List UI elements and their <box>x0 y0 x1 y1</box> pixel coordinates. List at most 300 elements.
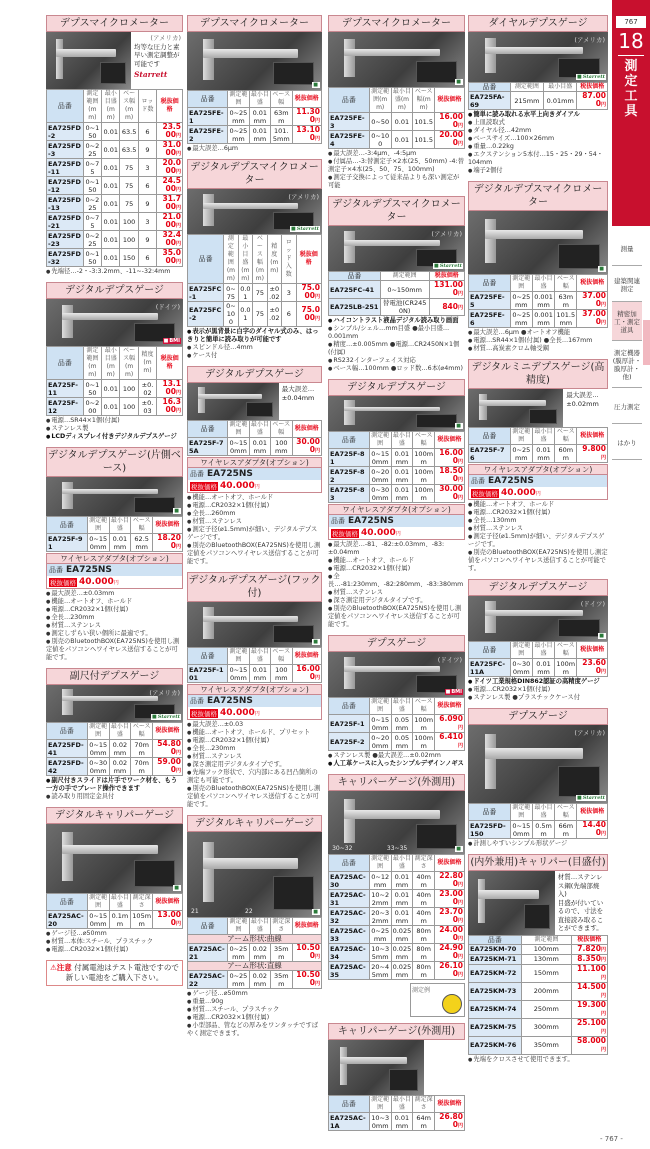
yen-unit: 円 <box>457 882 463 888</box>
yen-unit: 円 <box>314 954 320 960</box>
spec-table <box>468 427 608 463</box>
wireless-part-number: EA725NS <box>488 476 534 486</box>
price-value: 26.800 <box>439 1112 463 1129</box>
yen-unit: 円 <box>457 304 463 311</box>
note-item: ● 全長…230mm <box>46 614 183 622</box>
section-title: デプスマイクロメーター <box>46 15 183 32</box>
tool-shape <box>344 39 355 78</box>
spec-notes <box>328 541 465 629</box>
price-cell <box>435 872 465 890</box>
yen-unit: 円 <box>600 1028 606 1035</box>
page-column <box>468 15 608 1064</box>
header-cell: 測定範囲(mm) <box>83 347 101 380</box>
note-item: ● ステンレス製 ●最大誤差…±0.02mm <box>328 752 465 760</box>
part-number: EA725F-12 <box>47 398 84 416</box>
product-image-row <box>187 832 322 917</box>
yen-unit: 円 <box>600 1046 606 1053</box>
spec-cell: 0.01mm <box>391 890 413 908</box>
header-part-number: 品番 <box>47 347 84 380</box>
section-title: デジタルデプスゲージ(片側ベース) <box>46 447 183 477</box>
part-number: EA725FE-5 <box>469 292 511 310</box>
header-part-number: 品番 <box>469 642 511 659</box>
price-value: 26.100 <box>439 961 463 978</box>
table-header-row <box>469 804 608 821</box>
table-header-row <box>188 235 322 284</box>
price-value: 87.000 <box>582 91 606 108</box>
yen-unit: 円 <box>254 483 260 490</box>
part-number: EA725FD-42 <box>47 758 88 776</box>
header-cell: 測定範囲 <box>229 91 248 106</box>
part-number: EA725KM-70 <box>469 944 522 954</box>
note-item: ● 材質…ステンレス <box>187 518 322 526</box>
header-part-number: 品番 <box>188 918 228 935</box>
price-value: 20.000 <box>439 130 463 147</box>
spec-cell: 62.5mm <box>131 534 153 552</box>
spec-notes <box>328 752 465 768</box>
spec-cell: 100 <box>120 213 138 231</box>
table-row <box>469 445 608 463</box>
spec-table <box>328 271 465 316</box>
spec-cell: 0~150 <box>83 249 101 267</box>
product-photo <box>468 211 608 274</box>
spec-cell: 0.01mm <box>249 665 270 683</box>
price-value: 11.300 <box>296 107 320 124</box>
note-item: ● 電源…SR44×1個(付属) ●全長…167mm <box>468 337 608 345</box>
product-section <box>187 366 322 566</box>
part-number: EA725FE-1 <box>188 108 228 126</box>
table-header-row <box>469 642 608 659</box>
country-of-origin: (アメリカ) <box>574 36 605 44</box>
starrett-logo: ■ Starrett <box>576 795 606 801</box>
spec-cell: 0~150mm <box>371 715 390 732</box>
product-section <box>328 635 465 768</box>
spec-table <box>46 346 183 416</box>
table-row <box>329 890 465 908</box>
table-header-row <box>47 347 183 380</box>
spec-cell: 0~25mm <box>229 944 248 961</box>
price-value: 23.600 <box>582 658 606 675</box>
header-cell: 最小目盛 <box>392 432 411 447</box>
maker-logo <box>173 885 181 891</box>
spec-cell: 0.05mm <box>391 733 413 751</box>
table-row <box>329 467 465 485</box>
note-item: ● 全長…-81:230mm、-82:280mm、-83:380mm <box>328 573 465 589</box>
header-part-number: 品番 <box>469 935 522 944</box>
price-cell <box>435 962 465 980</box>
table-row <box>47 123 183 141</box>
table-row <box>329 908 465 926</box>
nav-item-3[interactable]: 精密加工・測定道具 <box>612 302 642 341</box>
spec-cell: 10~35mm <box>371 944 390 961</box>
spec-cell: 100 <box>120 231 138 249</box>
note-item: ● 電源…CR2032×1個(付属) <box>46 606 183 614</box>
section-title: 副尺付デプスゲージ <box>46 668 183 685</box>
tool-shape <box>62 832 73 880</box>
tool-shape <box>485 610 583 616</box>
caution-banner <box>46 960 183 986</box>
table-row <box>329 281 465 299</box>
spec-cell: 0.1mm <box>109 911 131 929</box>
part-number: EA725FA-69 <box>469 92 511 110</box>
header-cell: 測定範囲 <box>510 428 532 445</box>
yen-unit: 円 <box>457 918 463 924</box>
spec-notes <box>328 150 465 190</box>
table-row <box>47 398 183 416</box>
table-row <box>469 659 608 677</box>
spec-cell: 0.01 <box>102 249 120 267</box>
price-cell <box>577 292 608 310</box>
note-item: ● 別売のBluetoothBOX(EA725NS)を使用し測定値をパソコンへワイヤレス送信することが可能です。 <box>46 638 183 662</box>
part-number: EA725FC-1 <box>188 284 224 302</box>
header-part-number: 品番 <box>469 804 511 821</box>
price-value: 16.300 <box>162 397 181 414</box>
yen-unit: 円 <box>314 294 320 300</box>
spec-cell: 9 <box>138 141 156 159</box>
price-value: 24.500 <box>162 176 181 193</box>
part-number: EA725F-101 <box>188 665 228 683</box>
spec-cell: 0~150mm <box>229 665 248 682</box>
yen-unit: 円 <box>457 1123 463 1129</box>
wireless-adapter-row <box>328 515 465 540</box>
product-photo <box>46 299 183 346</box>
wireless-adapter-option <box>187 457 322 493</box>
yen-unit: 円 <box>175 241 181 247</box>
price-label: 税抜価格 <box>472 489 498 498</box>
case-shape <box>246 402 274 417</box>
spec-table <box>187 420 322 456</box>
table-row <box>329 926 465 944</box>
product-photo <box>328 791 465 854</box>
spec-cell: 0.01mm <box>249 126 270 144</box>
product-section <box>328 379 465 629</box>
yen-unit: 円 <box>457 900 463 906</box>
image-side-text <box>279 383 322 420</box>
wireless-adapter-label: ワイヤレスアダプタ(オプション) <box>187 457 322 468</box>
yen-unit: 円 <box>254 710 260 717</box>
wireless-part <box>329 515 464 527</box>
price-value: 23.700 <box>439 907 463 924</box>
header-cell: ベース幅(mm) <box>253 235 267 284</box>
table-header-row <box>188 91 322 108</box>
tool-shape <box>344 49 440 57</box>
note-item: ● 精度…±0.005mm ●電源…CR2450N×1個(付属) <box>328 341 465 357</box>
header-cell: ベース幅 <box>272 648 291 663</box>
section-title: デジタルキャリパーゲージ <box>46 807 183 824</box>
price-cell <box>153 534 183 552</box>
header-cell: 最小目盛 <box>110 894 129 909</box>
table-row <box>469 310 608 328</box>
note-item: ● 電源…SR44×1個(付属) <box>46 417 183 425</box>
yen-unit: 円 <box>600 1010 606 1017</box>
price-label: 税抜価格 <box>191 709 217 718</box>
table-row <box>469 292 608 310</box>
spec-cell: 40mm <box>413 890 435 908</box>
table-row <box>47 911 183 929</box>
note-item: ● 電源…CR2032×1個(付属) <box>468 509 608 517</box>
section-title: デジタルデプスマイクロメーター <box>468 181 608 211</box>
spec-cell: 35mm <box>271 971 292 989</box>
table-row <box>47 758 183 776</box>
price-value: 14.400 <box>582 820 606 837</box>
price-cell <box>577 445 608 463</box>
header-cell: 最小目盛 <box>532 428 554 445</box>
table-row <box>47 195 183 213</box>
price-cell <box>571 954 607 964</box>
section-title: デプスゲージ <box>468 708 608 725</box>
header-part-number: 品番 <box>329 1096 370 1113</box>
table-row <box>329 1113 465 1131</box>
yen-unit: 円 <box>175 259 181 265</box>
tool-shape <box>203 842 214 902</box>
spec-cell: 101.5 <box>413 131 435 149</box>
yen-unit: 円 <box>600 102 606 108</box>
table-row <box>47 177 183 195</box>
yen-unit: 円 <box>314 675 320 681</box>
wireless-price-value: 40.000 <box>361 528 396 538</box>
header-cell: 測定範囲 <box>510 804 532 821</box>
header-cell: 最小目盛 <box>250 648 269 663</box>
part-number: EA725FE-4 <box>329 131 370 149</box>
product-section <box>468 854 608 1064</box>
price-value: 23.000 <box>439 889 463 906</box>
spec-table <box>328 697 465 751</box>
product-section <box>46 15 183 276</box>
nav-item-5[interactable]: 圧力測定 <box>612 388 642 424</box>
page-footer: - 767 - <box>600 1135 623 1143</box>
yen-unit: 円 <box>457 972 463 978</box>
header-cell: 最小目盛(mm) <box>102 347 120 380</box>
spec-cell: 70mm <box>131 740 153 758</box>
page-number-box: 767 <box>616 16 646 28</box>
case-shape <box>100 62 125 85</box>
header-cell: 測定範囲 <box>371 855 390 870</box>
maker-logo <box>312 82 320 88</box>
spec-cell: 0~150mm <box>89 534 108 551</box>
spec-table <box>468 641 608 677</box>
note-item: ● ダイヤル径…42mm <box>468 127 608 135</box>
wireless-part-number: EA725NS <box>207 469 253 479</box>
yen-unit: 円 <box>395 530 401 537</box>
product-image-row <box>468 725 608 803</box>
spec-notes <box>187 721 322 809</box>
spec-cell: 0.01 <box>238 284 252 302</box>
header-cell: ベース幅(mm) <box>120 347 138 380</box>
table-row <box>47 141 183 159</box>
part-number: EA725FD-2 <box>47 123 84 141</box>
part-label: 品番 <box>190 697 204 705</box>
spec-cell: 0.025mm <box>392 944 412 961</box>
header-cell: ロッド入数 <box>282 235 296 284</box>
price-cell <box>429 299 464 316</box>
spec-cell: 6 <box>138 123 156 141</box>
note-item: ● 簡単に読み取れる水平上向きダイアル <box>468 111 608 119</box>
product-photo <box>468 596 608 641</box>
image-label: 33~35 <box>386 845 408 852</box>
table-header-row <box>47 894 183 911</box>
header-price: 税抜価格 <box>435 432 465 449</box>
table-row <box>469 1036 608 1054</box>
header-price: 税抜価格 <box>296 235 321 284</box>
spec-notes <box>468 1056 608 1064</box>
product-image-row <box>328 1040 465 1095</box>
part-number: EA725F-75A <box>188 438 228 456</box>
tool-shape <box>485 219 496 263</box>
yen-unit: 円 <box>457 743 463 749</box>
spec-cell: 0.01 <box>102 141 120 159</box>
spec-cell: 0~75 <box>83 213 101 231</box>
spec-cell: 100mm <box>414 467 434 484</box>
section-title: デジタルキャリパーゲージ <box>187 815 322 832</box>
note-item: ● 電源…CR2032×1個(付属) <box>46 946 183 954</box>
note-item: ● 材質…スチール、プラスチック <box>187 1006 322 1014</box>
price-cell <box>292 971 322 989</box>
product-image-row <box>328 791 465 854</box>
bmi-logo: ■ BMI <box>163 338 181 344</box>
spec-cell: 0.025mm <box>392 926 412 943</box>
spec-cell: 0~200 <box>83 398 101 416</box>
product-image-row <box>46 299 183 346</box>
part-number: EA725F-91 <box>47 534 88 552</box>
spec-cell: 0.01mm <box>532 445 554 463</box>
image-label: 30~32 <box>332 845 353 852</box>
tool-shape <box>62 696 158 701</box>
image-side-text <box>563 389 608 427</box>
yen-unit: 円 <box>457 141 463 147</box>
part-number: EA725F-2 <box>329 733 370 751</box>
price-cell <box>577 92 608 110</box>
spec-cell: 0.01mm <box>249 438 270 456</box>
nav-item-2[interactable]: 建築関連測定 <box>612 266 642 302</box>
table-row <box>469 92 608 110</box>
spec-cell: 0.05mm <box>391 715 413 733</box>
note-item: ● 最大誤差…6μm ●オートオフ機能 <box>468 329 608 337</box>
header-cell: 最小目盛 <box>392 855 411 870</box>
price-value: 20.000 <box>162 158 181 175</box>
tool-shape <box>62 305 73 338</box>
header-cell: 最小目盛 <box>532 642 554 659</box>
nav-item-4[interactable]: 測定機器(膜厚計・膜厚計・他) <box>612 341 642 388</box>
spec-notes <box>468 678 608 702</box>
spec-cell: 75 <box>120 159 138 177</box>
header-cell: 測定範囲 <box>229 648 248 663</box>
price-cell <box>577 310 608 328</box>
section-title: デジタルデプスゲージ <box>328 379 465 396</box>
yen-unit: 円 <box>457 954 463 960</box>
price-value: 10.500 <box>296 970 320 987</box>
spec-cell: 66mm <box>555 821 577 839</box>
product-image-row <box>46 477 183 516</box>
section-title: キャリパーゲージ(外測用) <box>328 1023 465 1040</box>
product-section <box>46 282 183 441</box>
section-title: デジタルデプスゲージ <box>468 579 608 596</box>
divider <box>618 55 644 56</box>
spec-cell: 100mm <box>414 485 434 502</box>
note-item: ● 機能…オートオフ、ホールド <box>468 501 608 509</box>
price-cell <box>157 231 183 249</box>
tool-shape <box>340 1057 407 1065</box>
part-number: EA725AC-20 <box>47 911 88 929</box>
table-row <box>188 126 322 144</box>
table-header-row <box>47 90 183 123</box>
spec-cell: 100mm <box>521 944 571 954</box>
side-note: 最大誤差…±0.04mm <box>281 385 315 402</box>
header-price: 税抜価格 <box>435 855 465 872</box>
note-item: ● 最大誤差…±0.03mm <box>46 590 183 598</box>
price-cell <box>435 113 465 131</box>
spec-notes <box>468 111 608 175</box>
tool-shape <box>478 879 485 923</box>
tool-shape <box>340 1047 348 1086</box>
header-cell: 精度(mm) <box>267 235 281 284</box>
note-item: ● RS232インターフェイス対応 <box>328 357 465 365</box>
spec-cell: 3 <box>138 159 156 177</box>
part-number: EA725FD-13 <box>47 195 84 213</box>
tool-shape <box>56 39 63 79</box>
spec-notes <box>187 494 322 566</box>
yen-unit: 円 <box>457 459 463 465</box>
price-cell <box>157 213 183 231</box>
product-section <box>46 668 183 801</box>
note-item: ● ステンレス製 ●プラスチックケース付 <box>468 694 608 702</box>
starrett-logo: ■ Starrett <box>433 263 463 269</box>
tool-shape <box>203 858 298 870</box>
header-cell: 精度(mm) <box>138 347 156 380</box>
spec-cell: 100mm <box>271 665 292 683</box>
wireless-price-value: 40.000 <box>220 708 255 718</box>
price-cell <box>435 485 465 503</box>
wireless-price <box>188 480 321 492</box>
yen-unit: 円 <box>175 205 181 211</box>
header-price: 税抜価格 <box>435 1096 465 1113</box>
spec-table <box>46 722 183 776</box>
spec-table <box>468 935 608 1055</box>
note-item: ● 電源…CR2032×1個(付属) <box>328 565 465 573</box>
part-number: EA725AC-22 <box>188 971 228 989</box>
note-item: ● 最大誤差…±0.03 <box>187 721 322 729</box>
note-item: ● 最大誤差…-81、-82:±0.03mm、-83:±0.04mm <box>328 541 465 557</box>
note-item: ● 深さ測定用デジタルタイプです。 <box>328 597 465 605</box>
yen-unit: 円 <box>600 302 606 308</box>
header-cell: 測定範囲(mm) <box>83 90 101 123</box>
side-note: 材質…ステンレス鋼(先端部焼入) <box>557 873 603 898</box>
spec-cell: 100mm <box>414 449 434 466</box>
spec-cell: 0~100 <box>224 302 238 327</box>
spec-notes <box>187 990 322 1038</box>
table-header-row <box>188 421 322 438</box>
spec-cell: 0~150mm <box>229 438 248 455</box>
nav-item-1[interactable]: 測量 <box>612 230 642 266</box>
table-row <box>47 159 183 177</box>
spec-table <box>187 917 322 989</box>
price-cell <box>435 1113 465 1131</box>
header-part-number: 品番 <box>47 723 88 740</box>
product-photo <box>328 396 465 431</box>
note-item: ● 測定子交換によって従来品よりも深い測定が可能 <box>328 174 465 190</box>
header-part-number: 品番 <box>329 698 370 715</box>
spec-cell: 0.001mm <box>534 310 553 327</box>
nav-item-6[interactable]: はかり <box>612 424 642 460</box>
part-number: EA725FC-2 <box>188 302 224 327</box>
note-item: ● 先端フック形状で、穴内部にある凹凸箇所の測定も可能です。 <box>187 769 322 785</box>
note-item: ● ハイコントラスト液晶デジタル読み取り画面 <box>328 317 465 325</box>
case-shape <box>416 61 457 83</box>
wireless-price-value: 40.000 <box>220 481 255 491</box>
header-price: 税抜価格 <box>292 91 322 108</box>
yen-unit: 円 <box>314 448 320 454</box>
spec-table <box>328 87 465 149</box>
note-item: ● 別売のBluetoothBOX(EA725NS)を使用し測定値をパソコンへワイヤレス送信することが可能です。 <box>187 785 322 809</box>
price-cell <box>157 195 183 213</box>
